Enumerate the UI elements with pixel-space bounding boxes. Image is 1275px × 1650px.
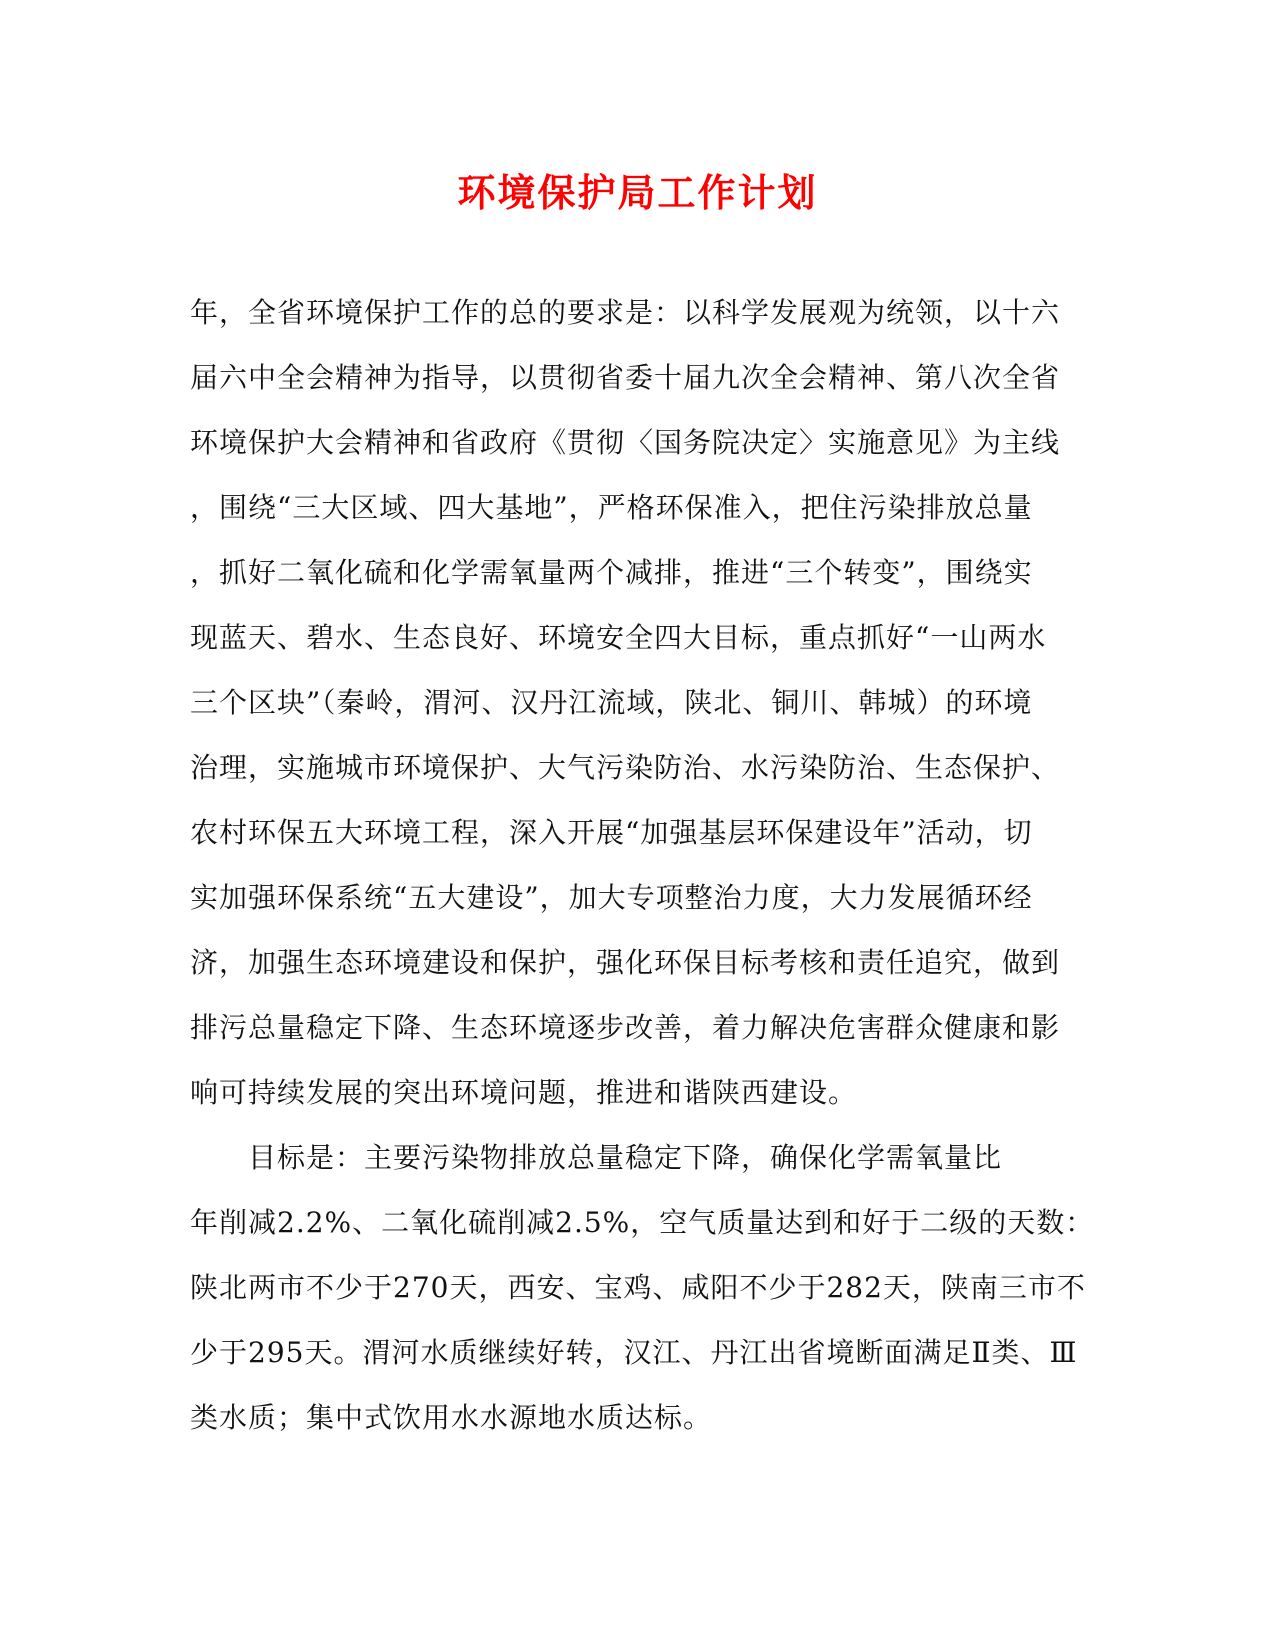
body-line: 少于295天。渭河水质继续好转，汉江、丹江出省境断面满足Ⅱ类、Ⅲ [190, 1336, 1078, 1369]
document-title: 环境保护局工作计划 [457, 170, 818, 215]
body-line: 济，加强生态环境建设和保护，强化环保目标考核和责任追究，做到 [190, 946, 1061, 979]
body-line: 环境保护大会精神和省政府《贯彻〈国务院决定〉实施意见》为主线 [190, 426, 1061, 459]
body-line: ，围绕“三大区域、四大基地”，严格环保准入，把住污染排放总量 [190, 491, 1033, 524]
body-line: 现蓝天、碧水、生态良好、环境安全四大目标，重点抓好“一山两水 [190, 621, 1047, 654]
body-line: 治理，实施城市环境保护、大气污染防治、水污染防治、生态保护、 [190, 751, 1061, 784]
body-line: 届六中全会精神为指导，以贯彻省委十届九次全会精神、第八次全省 [190, 361, 1061, 394]
document-body [190, 280, 1095, 1450]
body-line: 三个区块”（秦岭，渭河、汉丹江流域，陕北、铜川、韩城）的环境 [190, 686, 1033, 719]
body-line: 陕北两市不少于270天，西安、宝鸡、咸阳不少于282天，陕南三市不 [190, 1271, 1086, 1304]
body-line: 年削减2.2%、二氧化硫削减2.5%，空气质量达到和好于二级的天数： [190, 1206, 1095, 1239]
body-line: 实加强环保系统“五大建设”，加大专项整治力度，大力发展循环经 [190, 881, 1033, 914]
body-line: 响可持续发展的突出环境问题，推进和谐陕西建设。 [190, 1076, 858, 1109]
body-line: ，抓好二氧化硫和化学需氧量两个减排，推进“三个转变”，围绕实 [190, 556, 1033, 589]
body-line: 类水质；集中式饮用水水源地水质达标。 [190, 1401, 713, 1434]
body-line: 排污总量稳定下降、生态环境逐步改善，着力解决危害群众健康和影 [190, 1011, 1061, 1044]
body-line: 年，全省环境保护工作的总的要求是：以科学发展观为统领，以十六 [190, 296, 1061, 329]
body-line-indented: 目标是：主要污染物排放总量稳定下降，确保化学需氧量比 [248, 1141, 1003, 1174]
body-line: 农村环保五大环境工程，深入开展“加强基层环保建设年”活动，切 [190, 816, 1033, 849]
